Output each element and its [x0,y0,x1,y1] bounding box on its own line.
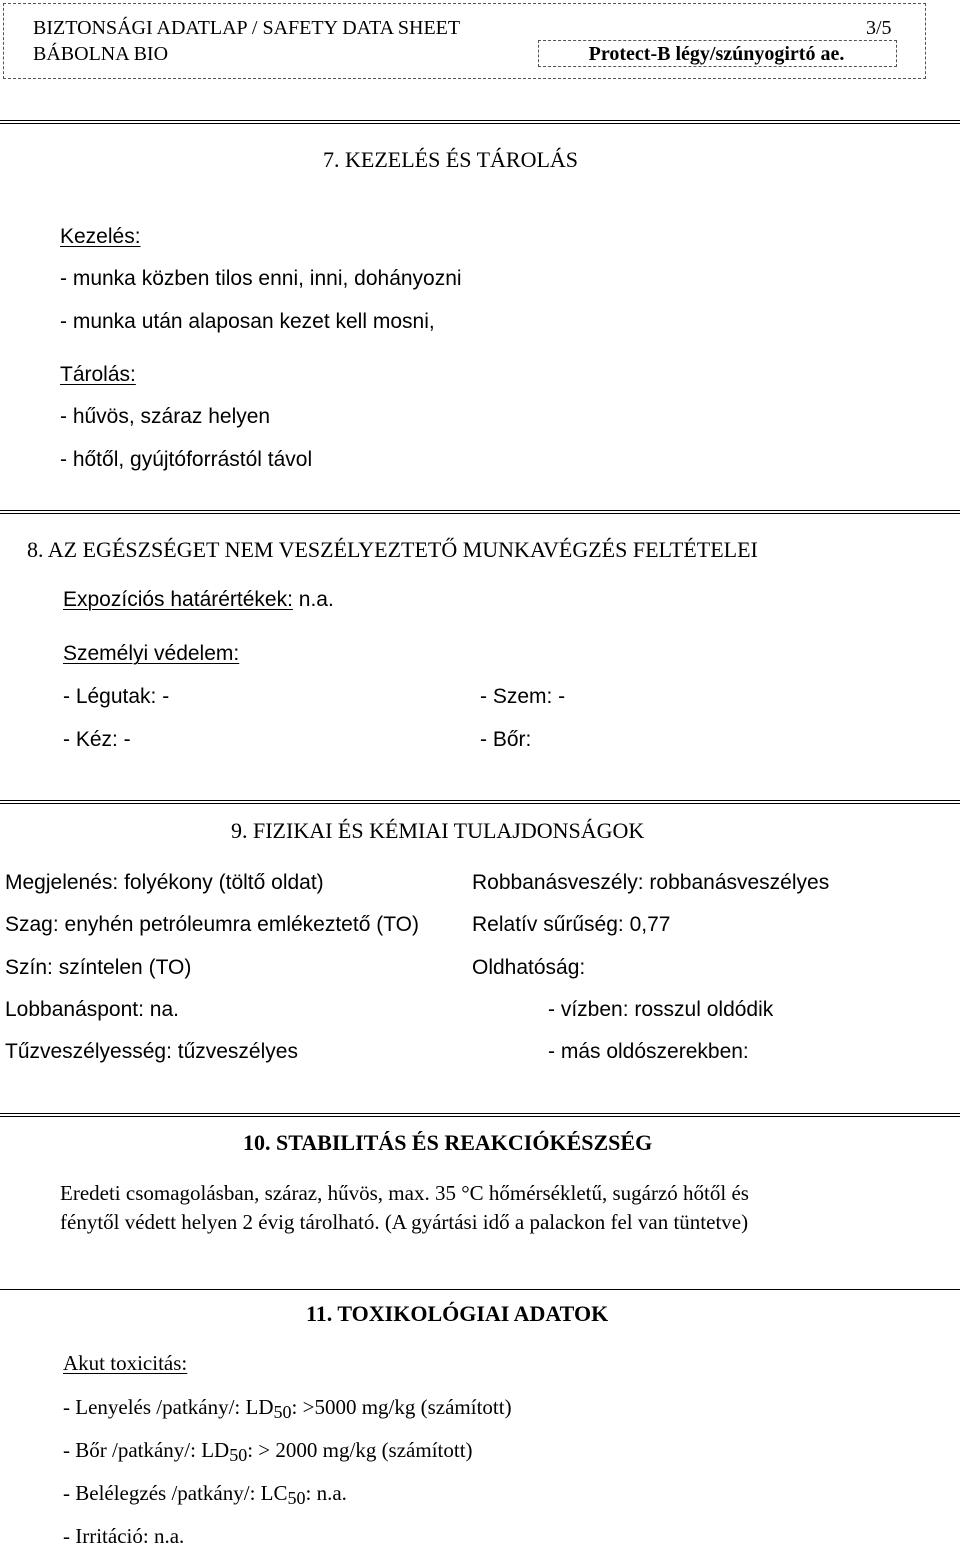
exposure-label: Expozíciós határértékek: [63,588,293,611]
section-8-rule [0,510,960,514]
handling-item-1: - munka közben tilos enni, inni, dohányozni [60,267,462,290]
company-name: BÁBOLNA BIO [33,43,169,65]
section-11-title: 11. TOXIKOLÓGIAI ADATOK [306,1301,609,1326]
tox-skin-text: - Bőr /patkány/: LD [63,1438,230,1462]
handling-item-2: - munka után alaposan kezet kell mosni, [60,310,435,333]
exposure-limits [63,589,334,610]
tox-inhalation-value: : n.a. [305,1481,347,1505]
section-8-title: 8. AZ EGÉSZSÉGET NEM VESZÉLYEZTETŐ MUNKAVÉGZÉS FELTÉTELEI [27,537,758,562]
storage-label: Tárolás: [60,363,136,386]
color: Szín: színtelen (TO) [5,956,192,979]
explosion-hazard: Robbanásveszély: robbanásveszélyes [472,871,830,894]
appearance: Megjelenés: folyékony (töltő oldat) [5,871,324,894]
acute-toxicity-label: Akut toxicitás: [63,1351,188,1375]
solubility-label: Oldhatóság: [472,956,586,979]
flammability: Tűzveszélyesség: tűzveszélyes [5,1040,298,1063]
ppe-label: Személyi védelem: [63,642,240,665]
section-9-title: 9. FIZIKAI ÉS KÉMIAI TULAJDONSÁGOK [231,818,645,843]
tox-ingestion-text: - Lenyelés /patkány/: LD [63,1395,274,1419]
flash-point: Lobbanáspont: na. [5,998,179,1021]
ppe-eyes: - Szem: - [480,685,566,708]
ppe-skin: - Bőr: [480,728,532,751]
tox-inhalation-sub: 50 [287,1488,306,1508]
ppe-hands: - Kéz: - [63,728,131,751]
section-10-title: 10. STABILITÁS ÉS REAKCIÓKÉSZSÉG [243,1130,653,1155]
page-number: 3/5 [866,17,892,39]
storage-item-1: - hűvös, száraz helyen [60,405,271,428]
section-9-rule [0,800,960,804]
tox-inhalation-text: - Belélegzés /patkány/: LC [63,1481,288,1505]
relative-density: Relatív sűrűség: 0,77 [472,913,671,936]
ppe-airways: - Légutak: - [63,685,170,708]
tox-ingestion-sub: 50 [273,1402,292,1422]
solubility-water: - vízben: rosszul oldódik [548,998,774,1021]
tox-irritation: - Irritáció: n.a. [63,1524,185,1548]
handling-label: Kezelés: [60,225,141,248]
tox-skin-sub: 50 [229,1445,248,1465]
product-name: Protect-B légy/szúnyogirtó ae. [588,43,845,65]
solubility-other: - más oldószerekben: [548,1040,749,1063]
tox-skin-value: : > 2000 mg/kg (számított) [247,1438,473,1462]
section-11-rule [0,1289,960,1290]
tox-inhalation [63,1481,347,1508]
tox-ingestion-value: : >5000 mg/kg (számított) [291,1395,512,1419]
odor: Szag: enyhén petróleumra emlékeztető (TO) [5,913,419,936]
document-title: BIZTONSÁGI ADATLAP / SAFETY DATA SHEET [33,17,461,39]
exposure-value: n.a. [292,588,334,611]
section-7-title: 7. KEZELÉS ÉS TÁROLÁS [323,147,579,172]
section-10-rule [0,1113,960,1117]
stability-line-2: fénytől védett helyen 2 évig tárolható. (A gyártási idő a palackon fel van tüntetve) [60,1210,749,1234]
storage-item-2: - hőtől, gyújtóforrástól távol [60,448,313,471]
tox-skin [63,1438,473,1465]
stability-line-1: Eredeti csomagolásban, száraz, hűvös, max. 35 °C hőmérsékletű, sugárzó hőtől és [60,1181,749,1205]
section-7-rule [0,120,960,124]
tox-ingestion [63,1395,512,1422]
